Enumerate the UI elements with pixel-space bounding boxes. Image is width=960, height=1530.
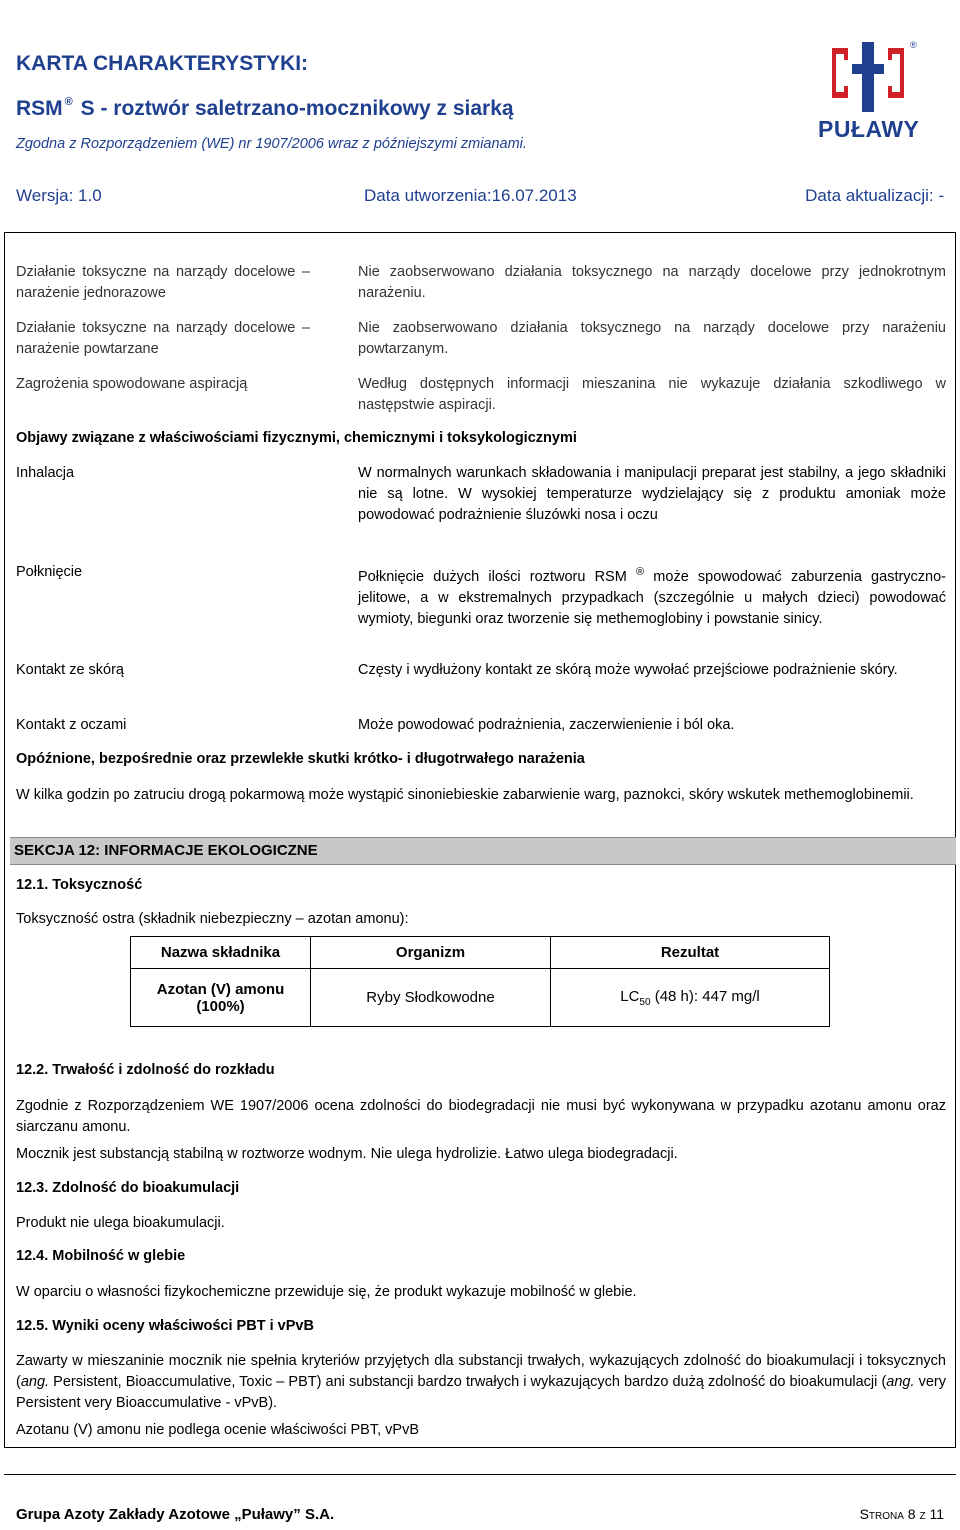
table-cell-result bbox=[551, 969, 830, 1027]
component-percent: (100%) bbox=[196, 997, 245, 1015]
acute-toxicity-intro: Toksyczność ostra (składnik niebezpieczny – azotan amonu): bbox=[16, 911, 409, 927]
creation-date: Data utworzenia:16.07.2013 bbox=[364, 186, 577, 205]
section-12-4-title: 12.4. Mobilność w glebie bbox=[16, 1248, 186, 1264]
footer-company: Grupa Azoty Zakłady Azotowe „Puławy” S.A. bbox=[16, 1506, 335, 1523]
stot-single-label: Działanie toksyczne na narządy docelowe – narażenie jednorazowe bbox=[16, 264, 310, 301]
skin-contact-label: Kontakt ze skórą bbox=[16, 662, 124, 678]
ingestion-text-post: może spowodować zaburzenia gastryczno-jelitowe, a w ekstremalnych przypadkach (szczególnie u małych dzieci) powodować wymioty, biegunki oraz tworzenie się methemoglobiny i powstanie sinicy. bbox=[358, 568, 947, 627]
pulawy-logo-icon bbox=[818, 38, 918, 118]
pbt-text-b: Persistent, Bioaccumulative, Toxic – PBT) ani substancji bardzo trwałych i wykazujących bardzo dużą zdolność do bioakumulacji ( bbox=[49, 1374, 887, 1390]
aspiration-label: Zagrożenia spowodowane aspiracją bbox=[16, 376, 248, 392]
delayed-effects-text: W kilka godzin po zatruciu drogą pokarmową może wystąpić sinoniebieskie zabarwienie warg, paznokci, skóry wskutek methemoglobinemii. bbox=[16, 787, 914, 803]
footer-divider bbox=[4, 1474, 956, 1475]
regulation-note: Zgodna z Rozporządzeniem (WE) nr 1907/2006 wraz z późniejszymi zmianami. bbox=[16, 136, 527, 152]
table-header-organism: Organizm bbox=[311, 937, 551, 969]
product-name bbox=[16, 96, 514, 121]
section-12-header: SEKCJA 12: INFORMACJE EKOLOGICZNE bbox=[10, 837, 956, 865]
pbt-ang-2: ang. bbox=[886, 1374, 915, 1390]
section-12-5-title: 12.5. Wyniki oceny właściwości PBT i vPvB bbox=[16, 1318, 314, 1334]
registered-mark: ® bbox=[64, 96, 73, 108]
section-12-5-paragraph-2: Azotanu (V) amonu nie podlega ocenie właściwości PBT, vPvB bbox=[16, 1422, 419, 1438]
table-cell-organism: Ryby Słodkowodne bbox=[311, 969, 551, 1027]
table-cell-component bbox=[131, 969, 311, 1027]
inhalation-text: W normalnych warunkach składowania i manipulacji preparat jest stabilny, a jego składniki nie są lotne. W wysokiej temperaturze wydzielający się z produktu amoniak może powodować podrażnienie śluzówki nosa i oczu bbox=[358, 465, 946, 523]
pbt-text-a: Zawarty w mieszaninie mocznik nie spełnia kryteriów przyjętych dla substancji trwałych, wykazujących zdolność do bioakumulacji i toksycznych ( bbox=[16, 1353, 946, 1390]
result-lc: LC bbox=[620, 987, 640, 1005]
stot-repeated-label: Działanie toksyczne na narządy docelowe – narażenie powtarzane bbox=[16, 320, 310, 357]
product-name-prefix: RSM bbox=[16, 97, 63, 120]
pbt-text-c: very Persistent very Bioaccumulative - vPvB). bbox=[16, 1374, 946, 1411]
result-value: (48 h): 447 mg/l bbox=[650, 987, 760, 1005]
component-name: Azotan (V) amonu bbox=[156, 980, 285, 998]
section-12-2-title: 12.2. Trwałość i zdolność do rozkładu bbox=[16, 1062, 275, 1078]
update-date: Data aktualizacji: - bbox=[805, 186, 944, 205]
skin-contact-text: Częsty i wydłużony kontakt ze skórą może wywołać przejściowe podrażnienie skóry. bbox=[358, 662, 898, 678]
table-header-component: Nazwa składnika bbox=[131, 937, 311, 969]
delayed-effects-heading: Opóźnione, bezpośrednie oraz przewlekłe skutki krótko- i długotrwałego narażenia bbox=[16, 751, 585, 767]
ingestion-text-pre: Połknięcie dużych ilości roztworu RSM bbox=[358, 568, 627, 585]
version-label: Wersja: 1.0 bbox=[16, 186, 102, 205]
section-12-3-title: 12.3. Zdolność do bioakumulacji bbox=[16, 1180, 240, 1196]
ecotoxicity-table bbox=[130, 936, 830, 1027]
stot-single-text: Nie zaobserwowano działania toksycznego na narządy docelowe przy jednokrotnym narażeniu. bbox=[358, 264, 946, 301]
section-12-1-title: 12.1. Toksyczność bbox=[16, 877, 143, 893]
document-title: KARTA CHARAKTERYSTYKI: bbox=[16, 52, 309, 75]
product-name-suffix: S - roztwór saletrzano-mocznikowy z siarką bbox=[80, 97, 514, 120]
logo-wordmark: PUŁAWY bbox=[818, 116, 920, 142]
result-lc-subscript: 50 bbox=[639, 996, 651, 1008]
table-header-result: Rezultat bbox=[551, 937, 830, 969]
svg-text:®: ® bbox=[910, 40, 917, 50]
stot-repeated-text: Nie zaobserwowano działania toksycznego na narządy docelowe przy narażeniu powtarzanym. bbox=[358, 320, 946, 357]
eye-contact-label: Kontakt z oczami bbox=[16, 717, 127, 733]
section-12-4-paragraph: W oparciu o własności fizykochemiczne przewiduje się, że produkt wykazuje mobilność w glebie. bbox=[16, 1284, 637, 1300]
pulawy-logo bbox=[818, 38, 918, 143]
pbt-ang-1: ang. bbox=[20, 1374, 50, 1390]
footer-page-number: Strona 8 z 11 bbox=[859, 1506, 944, 1522]
ingestion-label: Połknięcie bbox=[16, 564, 83, 580]
table-row bbox=[131, 969, 830, 1027]
symptoms-heading: Objawy związane z właściwościami fizycznymi, chemicznymi i toksykologicznymi bbox=[16, 430, 577, 446]
section-12-2-paragraph-1: Zgodnie z Rozporządzeniem WE 1907/2006 ocena zdolności do biodegradacji nie musi być wykonywana w przypadku azotanu amonu oraz siarczanu amonu. bbox=[16, 1098, 946, 1135]
table-header-row bbox=[131, 937, 830, 969]
section-12-2-paragraph-2: Mocznik jest substancją stabilną w roztworze wodnym. Nie ulega hydrolizie. Łatwo ulega biodegradacji. bbox=[16, 1146, 678, 1162]
section-12-3-paragraph: Produkt nie ulega bioakumulacji. bbox=[16, 1215, 225, 1231]
aspiration-text: Według dostępnych informacji mieszanina nie wykazuje działania szkodliwego w następstwie aspiracji. bbox=[358, 376, 946, 413]
ingestion-text bbox=[358, 562, 946, 630]
ingestion-reg-mark: ® bbox=[636, 566, 645, 578]
section-12-5-paragraph-1 bbox=[16, 1351, 946, 1414]
inhalation-label: Inhalacja bbox=[16, 465, 75, 481]
eye-contact-text: Może powodować podrażnienia, zaczerwienienie i ból oka. bbox=[358, 717, 735, 733]
